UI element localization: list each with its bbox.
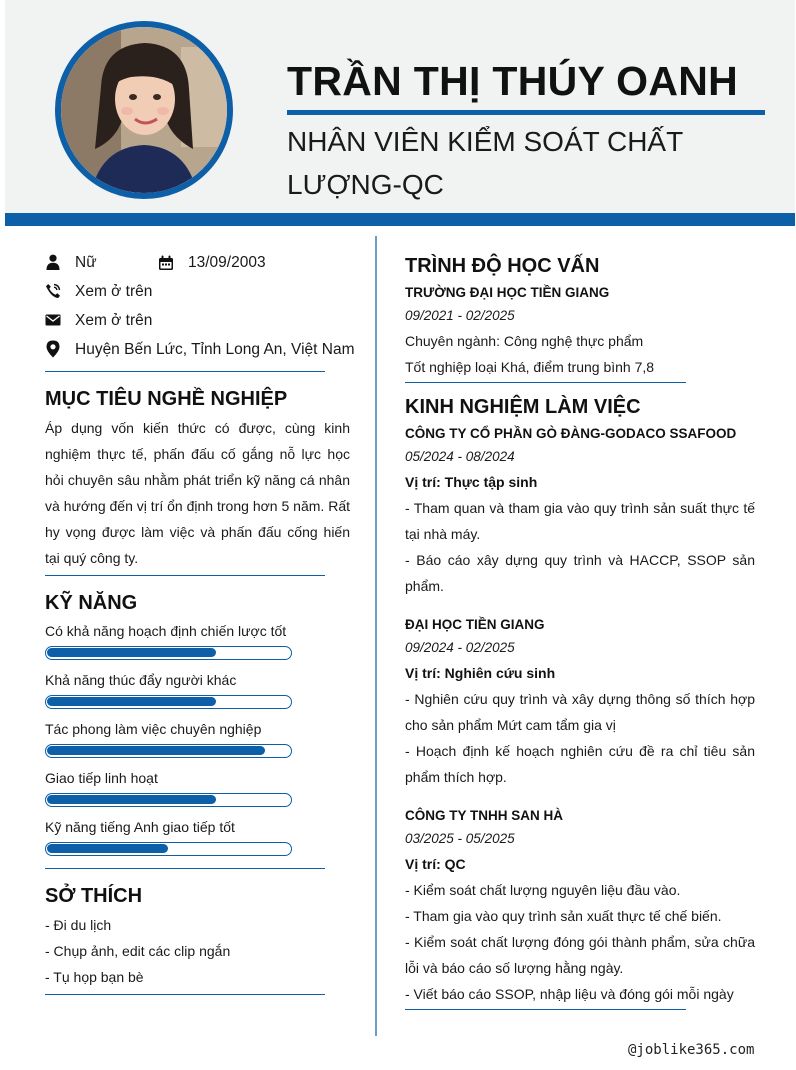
job-detail: - Hoạch định kế hoạch nghiên cứu đề ra chỉ tiêu sản phẩm thích hợp. [405, 743, 755, 785]
candidate-name: TRẦN THỊ THÚY OANH [287, 58, 739, 104]
birthdate-value: 13/09/2003 [188, 254, 266, 271]
company-name: CÔNG TY TNHH SAN HÀ [405, 808, 564, 823]
avatar [55, 21, 233, 199]
job-position: Vị trí: Nghiên cứu sinh [405, 665, 556, 681]
job-period: 09/2024 - 02/2025 [405, 640, 515, 655]
education-period: 09/2021 - 02/2025 [405, 308, 515, 323]
job-detail: - Viết báo cáo SSOP, nhập liệu và đóng gói mỗi ngày [405, 986, 734, 1002]
section-divider [45, 868, 325, 869]
job-detail: - Tham quan và tham gia vào quy trình sản suất thực tế tại nhà máy. [405, 500, 755, 542]
section-divider [45, 575, 325, 576]
skill-progress-bar [45, 793, 292, 807]
hobby-item: - Đi du lịch [45, 917, 112, 933]
phone-icon [45, 283, 61, 299]
location-pin-icon [45, 340, 61, 358]
email-value: Xem ở trên [75, 312, 153, 329]
email-icon [45, 312, 61, 328]
education-result: Tốt nghiệp loại Khá, điểm trung bình 7,8 [405, 359, 655, 375]
job-position: Vị trí: QC [405, 856, 466, 872]
section-divider [405, 382, 686, 383]
skill-progress-bar [45, 695, 292, 709]
phone-value: Xem ở trên [75, 283, 153, 300]
experience-title: KINH NGHIỆM LÀM VIỆC [405, 396, 641, 418]
job-detail: - Tham gia vào quy trình sản xuất thực tế chế biến. [405, 908, 722, 924]
school-name: TRƯỜNG ĐẠI HỌC TIỀN GIANG [405, 285, 610, 300]
hobby-item: - Chụp ảnh, edit các clip ngắn [45, 943, 231, 959]
name-underline [287, 110, 765, 115]
objective-title: MỤC TIÊU NGHỀ NGHIỆP [45, 388, 288, 410]
header-accent-bar [5, 213, 795, 226]
skill-label: Kỹ năng tiếng Anh giao tiếp tốt [45, 819, 235, 835]
job-title: NHÂN VIÊN KIỂM SOÁT CHẤT LƯỢNG-QC [287, 126, 683, 200]
skill-progress-fill [47, 844, 168, 853]
job-period: 05/2024 - 08/2024 [405, 449, 515, 464]
job-detail: - Kiểm soát chất lượng đóng gói thành phẩm, sửa chữa lỗi và báo cáo số lượng hằng ngày. [405, 934, 755, 976]
skill-label: Có khả năng hoạch định chiến lược tốt [45, 623, 287, 639]
skill-progress-bar [45, 842, 292, 856]
education-major: Chuyên ngành: Công nghệ thực phẩm [405, 333, 644, 349]
skills-title: KỸ NĂNG [45, 592, 138, 614]
education-title: TRÌNH ĐỘ HỌC VẤN [405, 255, 600, 277]
person-icon [45, 254, 61, 270]
skill-progress-fill [47, 697, 216, 706]
skill-progress-fill [47, 746, 265, 755]
company-name: CÔNG TY CỔ PHẦN GÒ ĐÀNG-GODACO SSAFOOD [405, 426, 737, 441]
section-divider [405, 1009, 686, 1010]
skill-label: Giao tiếp linh hoạt [45, 770, 158, 786]
section-divider [45, 994, 325, 995]
objective-text: Áp dụng vốn kiến thức có được, cùng kinh nghiệm thực tế, phấn đấu cố gắng nỗ lực học hỏi chuyên sâu nhằm phát triển kỹ năng cá nhân và hướng đến vị trí ổn định trong hơn 5 năm. Rất hy vọng được làm việc và phấn đấu cống hiến tại quý công ty. [45, 420, 350, 566]
hobby-item: - Tụ họp bạn bè [45, 969, 144, 985]
watermark: @joblike365.com [628, 1042, 755, 1058]
skill-progress-bar [45, 646, 292, 660]
skill-progress-bar [45, 744, 292, 758]
column-divider [375, 236, 377, 1036]
address-value: Huyện Bến Lức, Tỉnh Long An, Việt Nam [75, 341, 355, 358]
job-detail: - Nghiên cứu quy trình và xây dựng thông số thích hợp cho sản phẩm Mứt cam tẩm gia vị [405, 691, 755, 733]
skill-label: Tác phong làm việc chuyên nghiệp [45, 721, 262, 737]
calendar-icon [158, 255, 174, 271]
skill-label: Khả năng thúc đẩy người khác [45, 672, 237, 688]
skill-progress-fill [47, 648, 216, 657]
avatar-portrait-image [61, 27, 227, 193]
job-detail: - Kiểm soát chất lượng nguyên liệu đầu vào. [405, 882, 681, 898]
job-detail: - Báo cáo xây dựng quy trình và HACCP, SSOP sản phẩm. [405, 552, 755, 594]
hobbies-title: SỞ THÍCH [45, 885, 143, 907]
job-period: 03/2025 - 05/2025 [405, 831, 515, 846]
gender-value: Nữ [75, 254, 97, 271]
company-name: ĐẠI HỌC TIỀN GIANG [405, 617, 545, 632]
job-position: Vị trí: Thực tập sinh [405, 474, 538, 490]
skill-progress-fill [47, 795, 216, 804]
section-divider [45, 371, 325, 372]
